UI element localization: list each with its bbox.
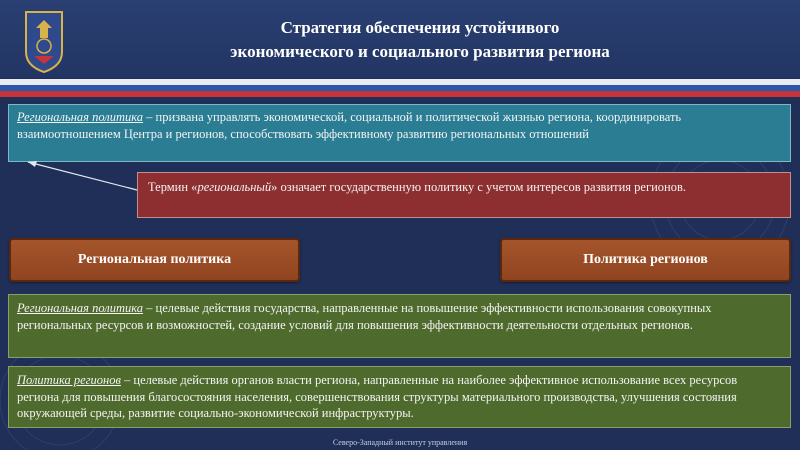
header-bar: [0, 0, 800, 78]
regions-policy-text: – целевые действия органов власти региона, направленные на наиболее эффективное использование всех ресурсов региона для повышения благосостояния населения, совершенствования структуры материального производства, улучшения состояния окружающей среды, развитие социально-экономической инфраструктуры.: [17, 373, 738, 420]
definition-box: [8, 104, 791, 162]
stripe-red: [0, 91, 800, 97]
regions-policy-button[interactable]: Политика регионов: [500, 238, 791, 282]
note-suffix: » означает государственную политику с учетом интересов развития регионов.: [271, 180, 686, 194]
regional-policy-text: – целевые действия государства, направленные на повышение эффективности использования совокупных региональных ресурсов и возможностей, создание условий для повышения эффективности деятельности отдельных регионов.: [17, 301, 712, 332]
regional-policy-term: Региональная политика: [17, 301, 144, 315]
title-line-1: Стратегия обеспечения устойчивого: [280, 18, 560, 37]
page-title: [100, 16, 740, 64]
regional-policy-definition-box: [8, 294, 791, 358]
definition-term: Региональная политика: [17, 110, 144, 124]
note-term: региональный: [197, 180, 272, 194]
regions-policy-term: Политика регионов: [17, 373, 121, 387]
definition-text: – призвана управлять экономической, социальной и политической жизнью региона, координировать взаимоотношением Центра и регионов, способствовать эффективному развитию региональных отношений: [17, 110, 682, 141]
institute-emblem-icon: [22, 8, 66, 74]
title-line-2: экономического и социального развития региона: [230, 42, 610, 61]
term-note-box: [137, 172, 791, 218]
footer-institute-name: Северо-Западный институт управления: [332, 438, 468, 447]
regions-policy-definition-box: [8, 366, 791, 428]
note-prefix: Термин «: [148, 180, 198, 194]
regional-policy-button[interactable]: Региональная политика: [9, 238, 300, 282]
